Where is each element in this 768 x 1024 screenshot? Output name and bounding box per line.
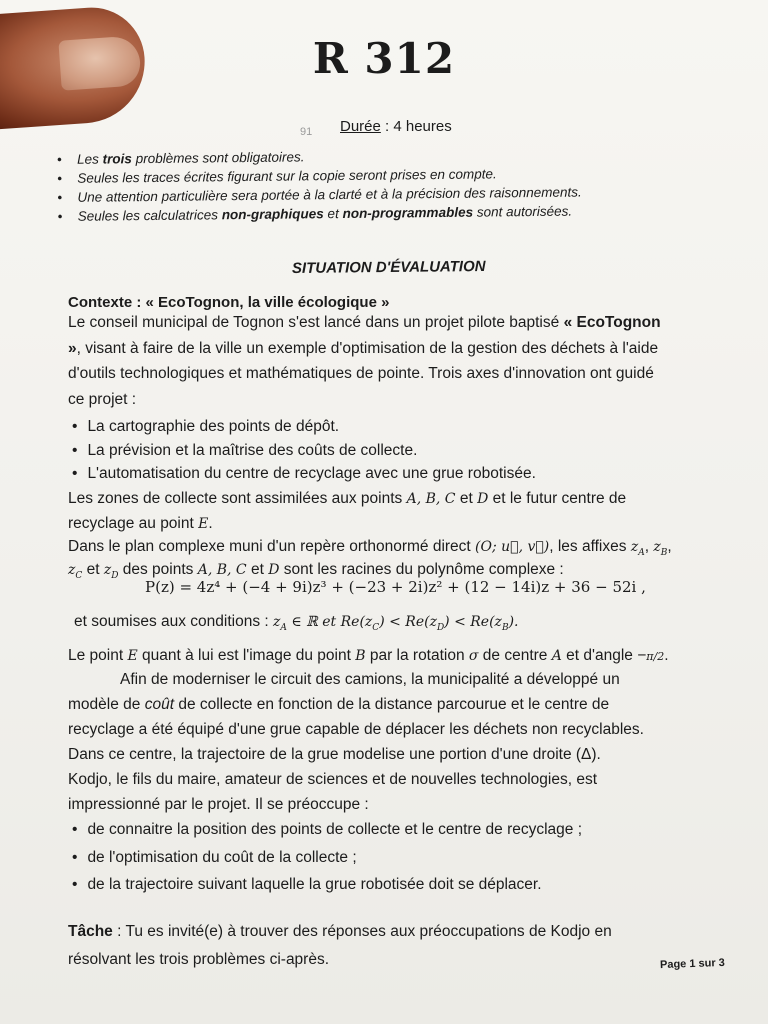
point-e-line: Le point E quant à lui est l'image du point B par la rotation σ de centre A et d'angle −π/2. [68,647,669,664]
zones-line-2: recyclage au point E. [68,515,213,532]
tache-line-1: Tâche : Tu es invité(e) à trouver des réponses aux préoccupations de Kodjo en [68,923,612,940]
intro-line-3: d'outils technologiques et mathématiques de pointe. Trois axes d'innovation ont guidé [68,365,654,382]
rules-list [55,143,696,226]
rule-item: • Seules les traces écrites figurant sur la copie seront prises en compte. [55,162,695,188]
para2-line-5: Kodjo, le fils du maire, amateur de sciences et de nouvelles technologies, est [68,771,598,788]
para2-line-3: recyclage a été équipé d'une grue capable de déplacer les déchets non recyclables. [68,721,644,738]
concern-item: • de connaitre la position des points de collecte et le centre de recyclage ; [72,821,582,839]
zones-line-4: $z_C$ et $z_D$ des points A, B, C et D sont les racines du polynôme complexe : [68,561,564,582]
duration-line [340,118,452,135]
intro-line-4: ce projet : [68,391,137,408]
rule-item: • Une attention particulière sera portée à la clarté et à la précision des raisonnements. [55,181,695,207]
axis-item: • L'automatisation du centre de recyclage avec une grue robotisée. [72,465,536,483]
contexte-title: Contexte : « EcoTognon, la ville écologique » [68,294,390,311]
rule-item: • Les trois problèmes sont obligatoires. [55,143,695,169]
axis-item: • La cartographie des points de dépôt. [72,418,339,436]
situation-title: SITUATION D'ÉVALUATION [291,257,486,278]
concern-item: • de l'optimisation du coût de la collecte ; [72,849,357,867]
tache-line-2: résolvant les trois problèmes ci-après. [68,951,330,968]
intro-line-1: Le conseil municipal de Tognon s'est lancé dans un projet pilote baptisé « EcoTognon [68,314,661,331]
duration-label: Durée [340,118,381,135]
zones-line-1: Les zones de collecte sont assimilées aux points A, B, C et D et le futur centre de [68,490,627,507]
axis-item: • La prévision et la maîtrise des coûts de collecte. [72,442,417,460]
para2-line-4: Dans ce centre, la trajectoire de la grue modelise une portion d'une droite (Δ). [68,746,601,763]
rule-item: • Seules les calculatrices non-graphiques et non-programmables sont autorisées. [56,200,696,226]
duration-value: : 4 heures [385,118,452,135]
smudge-mark: 91 [300,126,313,138]
zones-line-3: Dans le plan complexe muni d'un repère orthonormé direct (O; u⃗, v⃗), les affixes $z_A$, $z_B$, [68,538,672,559]
para2-line-1: Afin de moderniser le circuit des camions, la municipalité a développé un [120,671,620,688]
polynomial-equation: P(z) = 4z⁴ + (−4 + 9i)z³ + (−23 + 2i)z² + (12 − 14i)z + 36 − 52i , [145,578,646,596]
para2-line-2: modèle de coût de collecte en fonction de la distance parcourue et le centre de [68,696,610,713]
conditions-line: et soumises aux conditions : $z_A$ ∈ ℝ et $Re(z_C) < Re(z_D) < Re(z_B)$. [74,613,519,634]
intro-line-2: », visant à faire de la ville un exemple d'optimisation de la gestion des déchets à l'aide [68,340,659,357]
page-number: Page 1 sur 3 [659,956,726,972]
para2-line-6: impressionné par le projet. Il se préoccupe : [68,796,369,813]
exam-code: R 312 [312,34,456,83]
concern-item: • de la trajectoire suivant laquelle la grue robotisée doit se déplacer. [72,876,542,894]
